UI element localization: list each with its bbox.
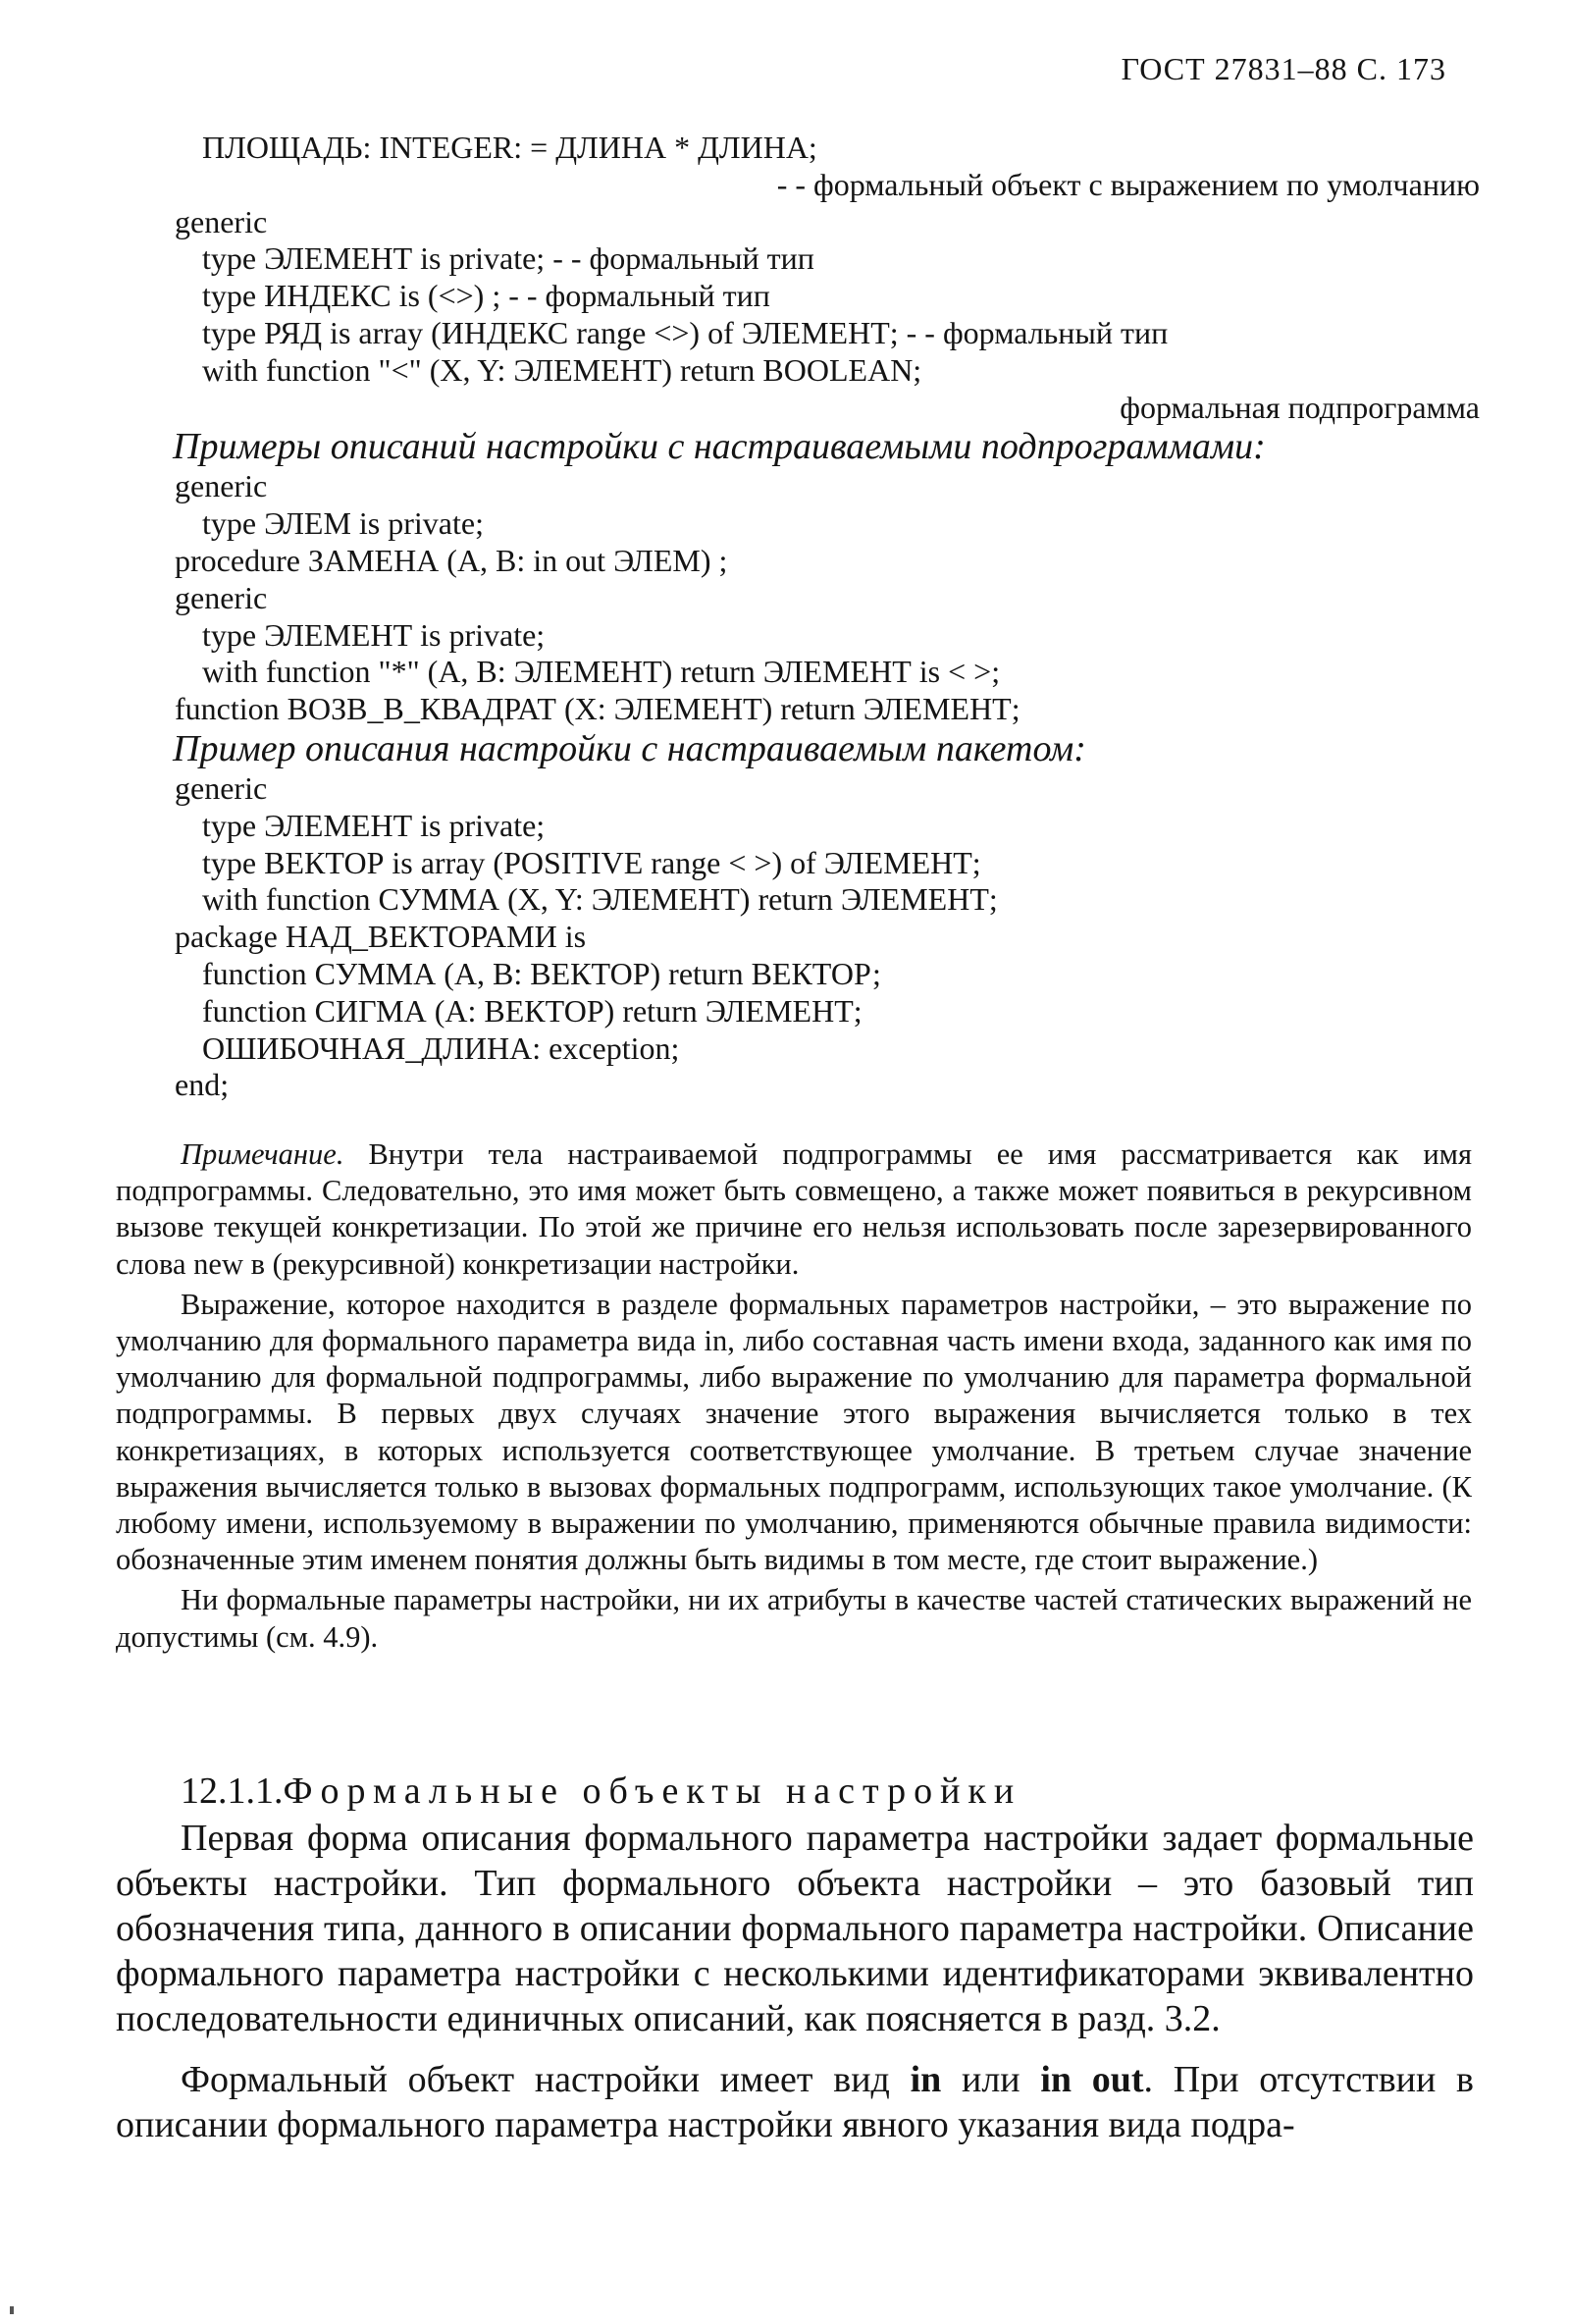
section-title: Формальные объекты настройки xyxy=(283,1770,1022,1812)
code-line: generic xyxy=(175,769,268,806)
section-paragraph-2 xyxy=(116,2057,1474,2147)
code-line: generic xyxy=(175,579,268,615)
code-line: type ЭЛЕМЕНТ is private; xyxy=(202,616,546,653)
code-line: generic xyxy=(175,468,268,504)
code-line: type ВЕКТОР is array (POSITIVE range < >) of ЭЛЕМЕНТ; xyxy=(202,844,981,880)
note-block xyxy=(116,1136,1472,1656)
section-heading xyxy=(181,1769,1474,1814)
note-paragraph-1 xyxy=(116,1136,1472,1283)
code-line: function СИГМА (A: ВЕКТОР) return ЭЛЕМЕНТ; xyxy=(202,992,863,1029)
code-line: with function "*" (A, B: ЭЛЕМЕНТ) return ЭЛЕМЕНТ is < >; xyxy=(202,654,1001,690)
keyword-in: in xyxy=(910,2059,942,2100)
note-paragraph-3: Ни формальные параметры настройки, ни их атрибуты в качестве частей статических выражений не допустимы (см. 4.9). xyxy=(116,1583,1472,1654)
note-text-1: Внутри тела настраиваемой подпрограммы ее имя рассматривается как имя подпрограммы. Следовательно, это имя может быть совмещено, а также может появиться в рекурсивном вызове текущей конкретизации. По этой же причине его нельзя использовать после зарезервированного слова new в (рекурсивной) конкретизации настройки. xyxy=(116,1137,1472,1281)
code-line: end; xyxy=(175,1067,230,1103)
code-line: generic xyxy=(175,203,268,239)
note-paragraph-2: Выражение, которое находится в разделе формальных параметров настройки, – это выражение по умолчанию для формального параметра вида in, либо составная часть имени входа, заданного как имя по умолчанию для формальной подпрограммы, либо выражение по умолчанию для параметра формальной подпрограммы. В первых двух случаях значение этого выражения вычисляется только в тех конкретизациях, в которых используется соответствующее умолчание. В третьем случае значение выражения вычисляется только в вызовах формальных подпрограмм, использующих такое умолчание. (К любому имени, используемому в выражении по умолчанию, применяются обычные правила видимости: обозначенные этим именем понятия должны быть видимы в том месте, где стоит выражение.) xyxy=(116,1287,1472,1577)
code-listing xyxy=(175,130,1480,1104)
code-block-formal-params xyxy=(175,130,1480,426)
section-paragraph-1: Первая форма описания формального параметра настройки задает формальные объекты настройки. Тип формального объекта настройки – это базовый тип обозначения типа, данного в описании формального параметра настройки. Описание формального параметра настройки с несколькими идентификаторами эквивалентно последовательности единичных описаний, как поясняется в разд. 3.2. xyxy=(116,1818,1474,2039)
code-block-package-example xyxy=(175,770,1480,1104)
example-heading-package: Пример описания настройки с настраиваемым пакетом: xyxy=(173,727,1086,769)
section-p2-text-b: . При отсутствии в описании формального параметра настройки явного указания вида подра- xyxy=(116,2059,1474,2145)
code-line: type ЭЛЕМЕНТ is private; xyxy=(202,807,546,843)
example-heading-subprograms: Примеры описаний настройки с настраиваемыми подпрограммами: xyxy=(173,426,1266,468)
section-p2-text-a: Формальный объект настройки имеет вид xyxy=(181,2059,911,2100)
code-line: function СУММА (A, B: ВЕКТОР) return ВЕКТОР; xyxy=(202,955,881,991)
code-line: function ВОЗВ_В_КВАДРАТ (X: ЭЛЕМЕНТ) return ЭЛЕМЕНТ; xyxy=(175,691,1020,727)
note-label: Примечание. xyxy=(181,1137,344,1171)
section-number: 12.1.1. xyxy=(181,1770,284,1812)
code-line: package НАД_ВЕКТОРАМИ is xyxy=(175,919,587,955)
code-line: type ИНДЕКС is (<>) ; - - формальный тип xyxy=(202,278,770,314)
code-line: ОШИБОЧНАЯ_ДЛИНА: exception; xyxy=(202,1030,680,1066)
code-line: type ЭЛЕМ is private; xyxy=(202,505,484,542)
code-line: type ЭЛЕМЕНТ is private; - - формальный тип xyxy=(202,240,814,277)
code-line: with function "<" (X, Y: ЭЛЕМЕНТ) return BOOLEAN; xyxy=(202,351,922,388)
code-line: with function СУММА (X, Y: ЭЛЕМЕНТ) return ЭЛЕМЕНТ; xyxy=(202,881,998,918)
scan-edge-mark xyxy=(10,2306,14,2314)
section-p2-text-or: или xyxy=(941,2059,1041,2100)
code-line: - - формальный объект с выражением по умолчанию xyxy=(776,166,1480,202)
code-line: формальная подпрограмма xyxy=(1120,389,1480,425)
code-line: procedure ЗАМЕНА (A, B: in out ЭЛЕМ) ; xyxy=(175,542,728,578)
code-line: type РЯД is array (ИНДЕКС range <>) of ЭЛЕМЕНТ; - - формальный тип xyxy=(202,314,1169,350)
code-line: ПЛОЩАДЬ: INTEGER: = ДЛИНА * ДЛИНА; xyxy=(202,130,817,165)
section-12-1-1 xyxy=(116,1769,1474,2147)
page-header: ГОСТ 27831–88 С. 173 xyxy=(1121,51,1446,86)
code-block-subprogram-examples xyxy=(175,468,1480,728)
keyword-in-out: in out xyxy=(1040,2059,1144,2100)
